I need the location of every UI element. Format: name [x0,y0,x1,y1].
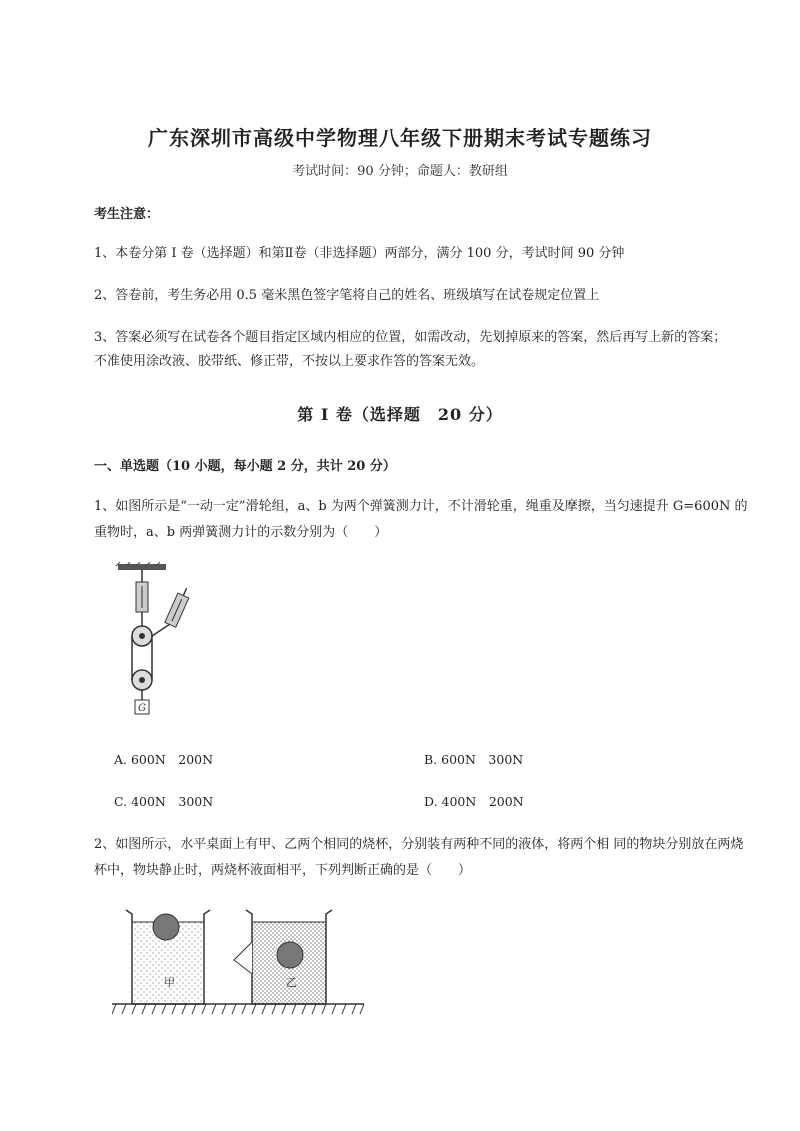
question-group-heading: 一、单选题（10 小题，每小题 2 分，共计 20 分） [94,459,396,474]
notice-item-2: 2、答卷前，考生务必用 0.5 毫米黑色签字笔将自己的姓名、班级填写在试卷规定位置上 [94,288,600,303]
weight-label: G [138,703,146,714]
option-a[interactable]: A. 600N 200N [114,752,214,767]
beaker-yi-label: 乙 [286,976,297,989]
option-c[interactable]: C. 400N 300N [114,794,214,809]
question-1-text: 1、如图所示是“一动一定”滑轮组，a、b 为两个弹簧测力计，不计滑轮重，绳重及摩擦，当匀速提升 G=600N 的重物时，a、b 两弹簧测力计的示数分别为（ ） [94,499,748,540]
question-2-text: 2、如图所示，水平桌面上有甲、乙两个相同的烧杯，分别装有两种不同的液体，将两个相 同的物块分别放在两烧杯中，物块静止时，两烧杯液面相平，下列判断正确的是（ ） [94,837,744,878]
option-d[interactable]: D. 400N 200N [424,794,524,809]
option-b[interactable]: B. 600N 300N [424,752,524,767]
beakers-diagram [112,900,370,1025]
notice-item-3: 3、答案必须写在试卷各个题目指定区域内相应的位置，如需改动，先划掉原来的答案，然后再写上新的答案；不准使用涂改液、胶带纸、修正带，不按以上要求作答的答案无效。 [94,330,727,369]
notice-item-1: 1、本卷分第 I 卷（选择题）和第Ⅱ卷（非选择题）两部分，满分 100 分，考试时间 90 分钟 [94,246,625,261]
notice-heading: 考生注意： [94,207,160,222]
beaker-jia-label: 甲 [164,976,175,989]
page-title: 广东深圳市高级中学物理八年级下册期末考试专题练习 [148,126,652,150]
exam-info: 考试时间：90 分钟；命题人：教研组 [292,164,508,179]
section-title: 第 I 卷（选择题 20 分） [297,405,503,424]
pulley-diagram [110,562,200,720]
